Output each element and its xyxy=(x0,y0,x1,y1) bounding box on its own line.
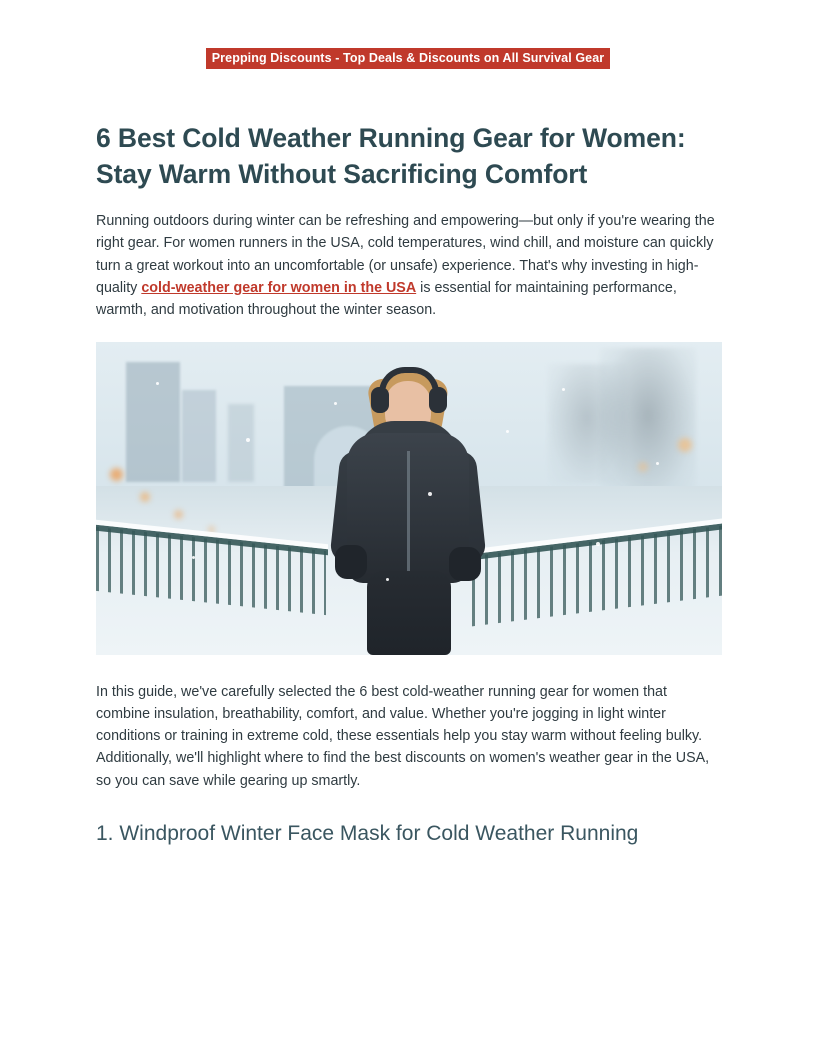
hero-snowflake xyxy=(192,556,195,559)
intro-paragraph xyxy=(96,210,722,321)
hero-bokeh-light xyxy=(678,438,692,452)
hero-snowflake xyxy=(596,542,600,546)
hero-bokeh-light xyxy=(174,510,183,519)
hero-snowflake xyxy=(246,438,250,442)
headphone-cup-left xyxy=(371,387,389,413)
hero-snowflake xyxy=(334,402,337,405)
intro-text-part1: Running outdoors during winter can be refreshing and empowering—but only if you're wearing the right gear. For women runners in the USA, cold temperatures, wind chill, and moisture can quickly turn a great workout into an uncomfortable (or unsafe) experience. That's why investing in high-quality xyxy=(96,213,715,296)
section-heading-1: 1. Windproof Winter Face Mask for Cold Weather Running xyxy=(96,822,639,846)
hero-building-1 xyxy=(126,362,180,482)
article-content xyxy=(96,120,722,848)
hero-building-3 xyxy=(228,404,254,482)
page-title: 6 Best Cold Weather Running Gear for Women: Stay Warm Without Sacrificing Comfort xyxy=(96,123,686,190)
runner-jacket-zipper xyxy=(407,451,410,571)
runner-glove-left xyxy=(335,545,367,579)
hero-bokeh-light xyxy=(638,462,648,472)
hero-snowflake xyxy=(386,578,389,581)
hero-image xyxy=(96,342,722,655)
hero-runner-figure xyxy=(309,355,509,655)
hero-snowflake xyxy=(562,388,565,391)
intro-text-part2: is essential for maintaining performance, warmth, and motivation throughout the winter season. xyxy=(96,279,677,319)
runner-legs xyxy=(367,571,451,655)
hero-snowflake xyxy=(428,492,432,496)
site-banner xyxy=(0,0,816,69)
hero-bokeh-light xyxy=(140,492,150,502)
site-banner-link[interactable]: Prepping Discounts - Top Deals & Discounts on All Survival Gear xyxy=(206,48,610,69)
hero-building-2 xyxy=(182,390,216,482)
hero-tree-1 xyxy=(600,348,696,498)
hero-snowflake xyxy=(656,462,659,465)
runner-glove-right xyxy=(449,547,481,581)
hero-bokeh-light xyxy=(110,468,123,481)
hero-snowflake xyxy=(156,382,159,385)
keyword-link[interactable]: cold-weather gear for women in the USA xyxy=(141,279,417,296)
headphone-cup-right xyxy=(429,387,447,413)
hero-snowflake xyxy=(506,430,509,433)
guide-paragraph: In this guide, we've carefully selected the 6 best cold-weather running gear for women that combine insulation, breathability, comfort, and value. Whether you're jogging in light winter conditions or training in extreme cold, these essentials help you stay warm without feeling bulky. Additionally, we'll highlight where to find the best discounts on women's weather gear in the USA, so you can save while gearing up smartly. xyxy=(96,683,710,789)
